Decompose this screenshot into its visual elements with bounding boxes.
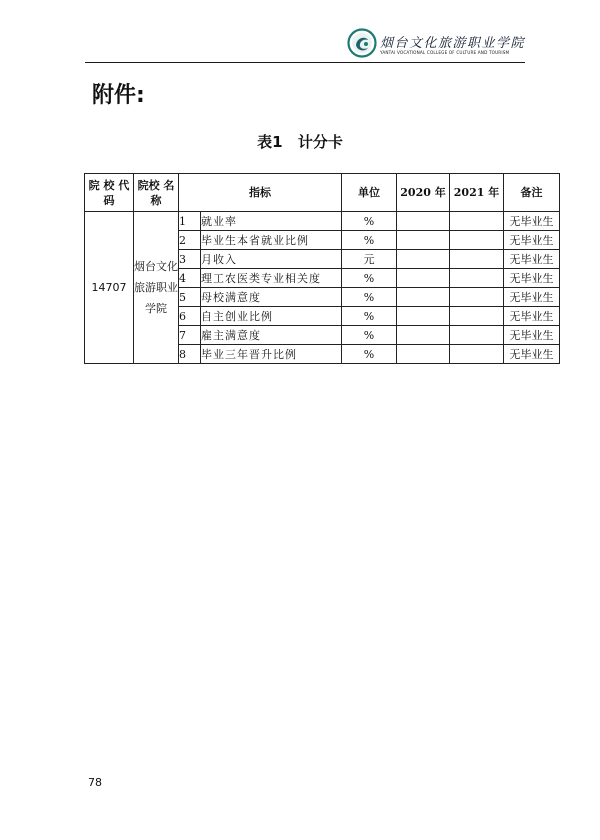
- college-logo: [347, 28, 525, 60]
- row-number: 4: [179, 269, 201, 288]
- value-2021-cell: [450, 212, 504, 231]
- table-title: 表1 计分卡: [257, 133, 343, 151]
- table-header-row: [85, 174, 560, 212]
- row-number: 3: [179, 250, 201, 269]
- unit-cell: %: [342, 288, 397, 307]
- value-2020-cell: [397, 326, 450, 345]
- indicator-cell: 毕业三年晋升比例: [201, 345, 342, 364]
- header-school-name-label: 院校 名称: [137, 178, 175, 207]
- unit-cell: %: [342, 307, 397, 326]
- value-2020-cell: [397, 288, 450, 307]
- indicator-cell: 就业率: [201, 212, 342, 231]
- header-2020: 2020 年: [397, 174, 450, 212]
- remark-cell: 无毕业生: [504, 212, 560, 231]
- value-2021-cell: [450, 326, 504, 345]
- header-indicator: 指标: [179, 174, 342, 212]
- unit-cell: 元: [342, 250, 397, 269]
- score-card-table: [84, 173, 560, 364]
- unit-cell: %: [342, 231, 397, 250]
- value-2020-cell: [397, 345, 450, 364]
- remark-cell: 无毕业生: [504, 288, 560, 307]
- remark-cell: 无毕业生: [504, 345, 560, 364]
- college-emblem-icon: [347, 28, 377, 58]
- logo-chinese-name: 烟台文化旅游职业学院: [380, 36, 526, 51]
- header-school-code: [85, 174, 134, 212]
- indicator-cell: 理工农医类专业相关度: [201, 269, 342, 288]
- header-remark: 备注: [504, 174, 560, 212]
- remark-cell: 无毕业生: [504, 250, 560, 269]
- value-2020-cell: [397, 307, 450, 326]
- remark-cell: 无毕业生: [504, 307, 560, 326]
- header-2021: 2021 年: [450, 174, 504, 212]
- unit-cell: %: [342, 269, 397, 288]
- value-2020-cell: [397, 212, 450, 231]
- school-name-cell: 烟台文化旅游职业学院: [134, 212, 179, 364]
- school-code-cell: 14707: [85, 212, 134, 364]
- indicator-cell: 母校满意度: [201, 288, 342, 307]
- unit-cell: %: [342, 345, 397, 364]
- header-school-name: [134, 174, 179, 212]
- value-2020-cell: [397, 269, 450, 288]
- logo-english-name: YANTAI VOCATIONAL COLLEGE OF CULTURE AND TOURISM: [380, 50, 510, 55]
- row-number: 8: [179, 345, 201, 364]
- row-number: 1: [179, 212, 201, 231]
- indicator-cell: 月收入: [201, 250, 342, 269]
- page-number: 78: [88, 776, 102, 789]
- attachment-heading: 附件:: [92, 83, 145, 108]
- value-2021-cell: [450, 231, 504, 250]
- unit-cell: %: [342, 212, 397, 231]
- value-2021-cell: [450, 307, 504, 326]
- remark-cell: 无毕业生: [504, 326, 560, 345]
- indicator-cell: 雇主满意度: [201, 326, 342, 345]
- value-2020-cell: [397, 250, 450, 269]
- value-2021-cell: [450, 345, 504, 364]
- header-divider: [85, 62, 525, 63]
- value-2021-cell: [450, 288, 504, 307]
- indicator-cell: 毕业生本省就业比例: [201, 231, 342, 250]
- row-number: 7: [179, 326, 201, 345]
- value-2021-cell: [450, 250, 504, 269]
- indicator-cell: 自主创业比例: [201, 307, 342, 326]
- value-2021-cell: [450, 269, 504, 288]
- header-unit: 单位: [342, 174, 397, 212]
- header-school-code-label: 院 校 代码: [88, 178, 130, 207]
- row-number: 5: [179, 288, 201, 307]
- unit-cell: %: [342, 326, 397, 345]
- table-row: [85, 212, 560, 231]
- row-number: 6: [179, 307, 201, 326]
- remark-cell: 无毕业生: [504, 231, 560, 250]
- row-number: 2: [179, 231, 201, 250]
- value-2020-cell: [397, 231, 450, 250]
- remark-cell: 无毕业生: [504, 269, 560, 288]
